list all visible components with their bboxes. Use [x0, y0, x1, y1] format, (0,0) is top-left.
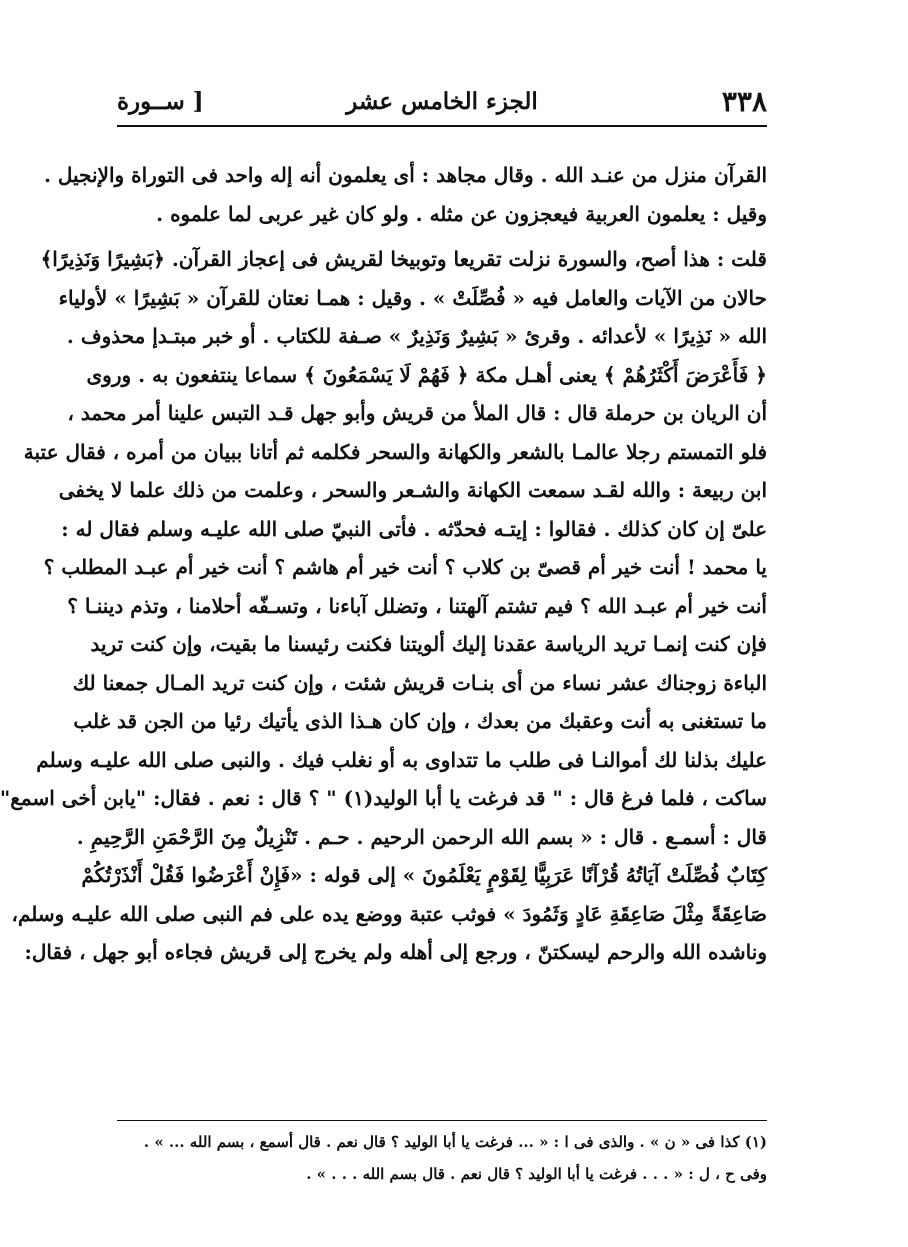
text-line: كِتَابٌ فُصِّلَتْ آيَاتُهُ قُرْآنًا عَرَبِيًّا لِقَوْمٍ يَعْلَمُونَ » إلى قوله : «فَإِنْ أَعْرَضُوا فَقُلْ أَنْذَرْتُكُمْ	[81, 863, 767, 887]
body-text	[0, 156, 767, 1106]
text-line: قال : أسمـع . قال : « بسم الله الرحمن الرحيم . حـم . تَنْزِيلٌ مِنَ الرَّحْمَنِ الرَّحِيمِ .	[76, 824, 767, 849]
text-line: القرآن منزل من عنـد الله . وقال مجاهد : أى يعلمون أنه إله واحد فى التوراة والإنجيل .	[43, 163, 767, 187]
text-line: حالان من الآيات والعامل فيه « فُصِّلَتْ » . وقيل : همـا نعتان للقرآن « بَشِيرًا » لأولياء	[58, 285, 767, 310]
text-line: قلت : هذا أصح، والسورة نزلت تقريعا وتوبيخا لقريش فى إعجاز القرآن. ﴿بَشِيرًا وَنَذِيرًا﴾	[40, 247, 767, 271]
page-header	[117, 82, 767, 122]
text-line: ما تستغنى به أنت وعقبك من بعدك ، وإن كان هـذا الذى يأتيك رئيا من الجن قد غلب	[73, 709, 767, 733]
footnotes	[117, 1126, 767, 1190]
text-line: ابن ربيعة : والله لقـد سمعت الكهانة والشـعر والسحر ، وعلمت من ذلك علما لا يخفى	[58, 478, 767, 502]
text-line: عليك بذلنا لك أموالنـا فى طلب ما تتداوى به أو نغلب فيك . والنبى صلى الله عليـه وسلم	[36, 747, 767, 772]
text-line: أن الريان بن حرملة قال : قال الملأ من قريش وأبو جهل قـد التبس علينا أمر محمد ،	[67, 401, 767, 425]
footnote-line: (١) كذا فى « ن » . والذى فى ا : « ... فرغت يا أبا الوليد ؟ قال نعم . قال أسمع ، بسم الله ... » .	[143, 1133, 767, 1151]
text-line: الله « نَذِيرًا » لأعدائه . وقرئ « بَشِيرٌ وَنَذِيرٌ » صـفة للكتاب . أو خبر مبتـدإ محذوف .	[66, 324, 767, 348]
text-line: الباءة زوجناك عشر نساء من أى بنـات قريش شئت ، وإن كنت تريد المـال جمعنا لك	[72, 670, 767, 695]
text-line: وقيل : يعلمون العربية فيعجزون عن مثله . ولو كان غير عربى لما علموه .	[156, 201, 767, 226]
part-title: الجزء الخامس عشر	[346, 88, 538, 115]
header-rule	[117, 125, 767, 127]
text-line: ساكت ، فلما فرغ قال : " قد فرغت يا أبا الوليد(١) " ؟ قال : نعم . فقال: "يابن أخى اسمع"	[0, 786, 767, 810]
text-line: ﴿ فَأَعْرَضَ أَكْثَرُهُمْ ﴾ يعنى أهـل مكة ﴿ فَهُمْ لَا يَسْمَعُونَ ﴾ سماعا ينتفعون به . وروى	[86, 362, 767, 387]
page-number: ٣٣٨	[721, 85, 767, 118]
text-line: فإن كنت إنمـا تريد الرياسة عقدنا إليك ألويتنا فكنت رئيسنا ما بقيت، وإن كنت تريد	[90, 632, 767, 656]
text-line: فلو التمستم رجلا عالمـا بالشعر والكهانة والسحر فكلمه ثم أتانا ببيان من أمره ، فقال عتبة	[23, 439, 767, 464]
text-line: أنت خير أم عبـد الله ؟ فيم تشتم آلهتنا ، وتضلل آباءنا ، وتسـفّه أحلامنا ، وتذم ديننـا ؟	[67, 593, 767, 618]
footnote-line: وفى ح ، ل : « . . . فرغت يا أبا الوليد ؟ قال نعم . قال بسم الله . . . » .	[306, 1165, 767, 1183]
text-line: صَاعِقَةً مِثْلَ صَاعِقَةِ عَادٍ وَثَمُودَ » فوثب عتبة ووضع يده على فم النبى صلى الله عليـه وسلم،	[11, 901, 767, 926]
text-line: يا محمد ! أنت خير أم قصىّ بن كلاب ؟ أنت خير أم هاشم ؟ أنت خير أم عبـد المطلب ؟	[43, 555, 767, 579]
text-line: وناشده الله والرحم ليسكتنّ ، ورجع إلى أهله ولم يخرج إلى قريش فجاءه أبو جهل ، فقال:	[24, 940, 767, 964]
surah-label: [ ســورة	[117, 88, 204, 115]
text-line: علىّ إن كان كذلك . فقالوا : إيتـه فحدّثه . فأتى النبيّ صلى الله عليـه وسلم فقال له :	[61, 516, 767, 541]
footnote-rule	[117, 1120, 767, 1121]
